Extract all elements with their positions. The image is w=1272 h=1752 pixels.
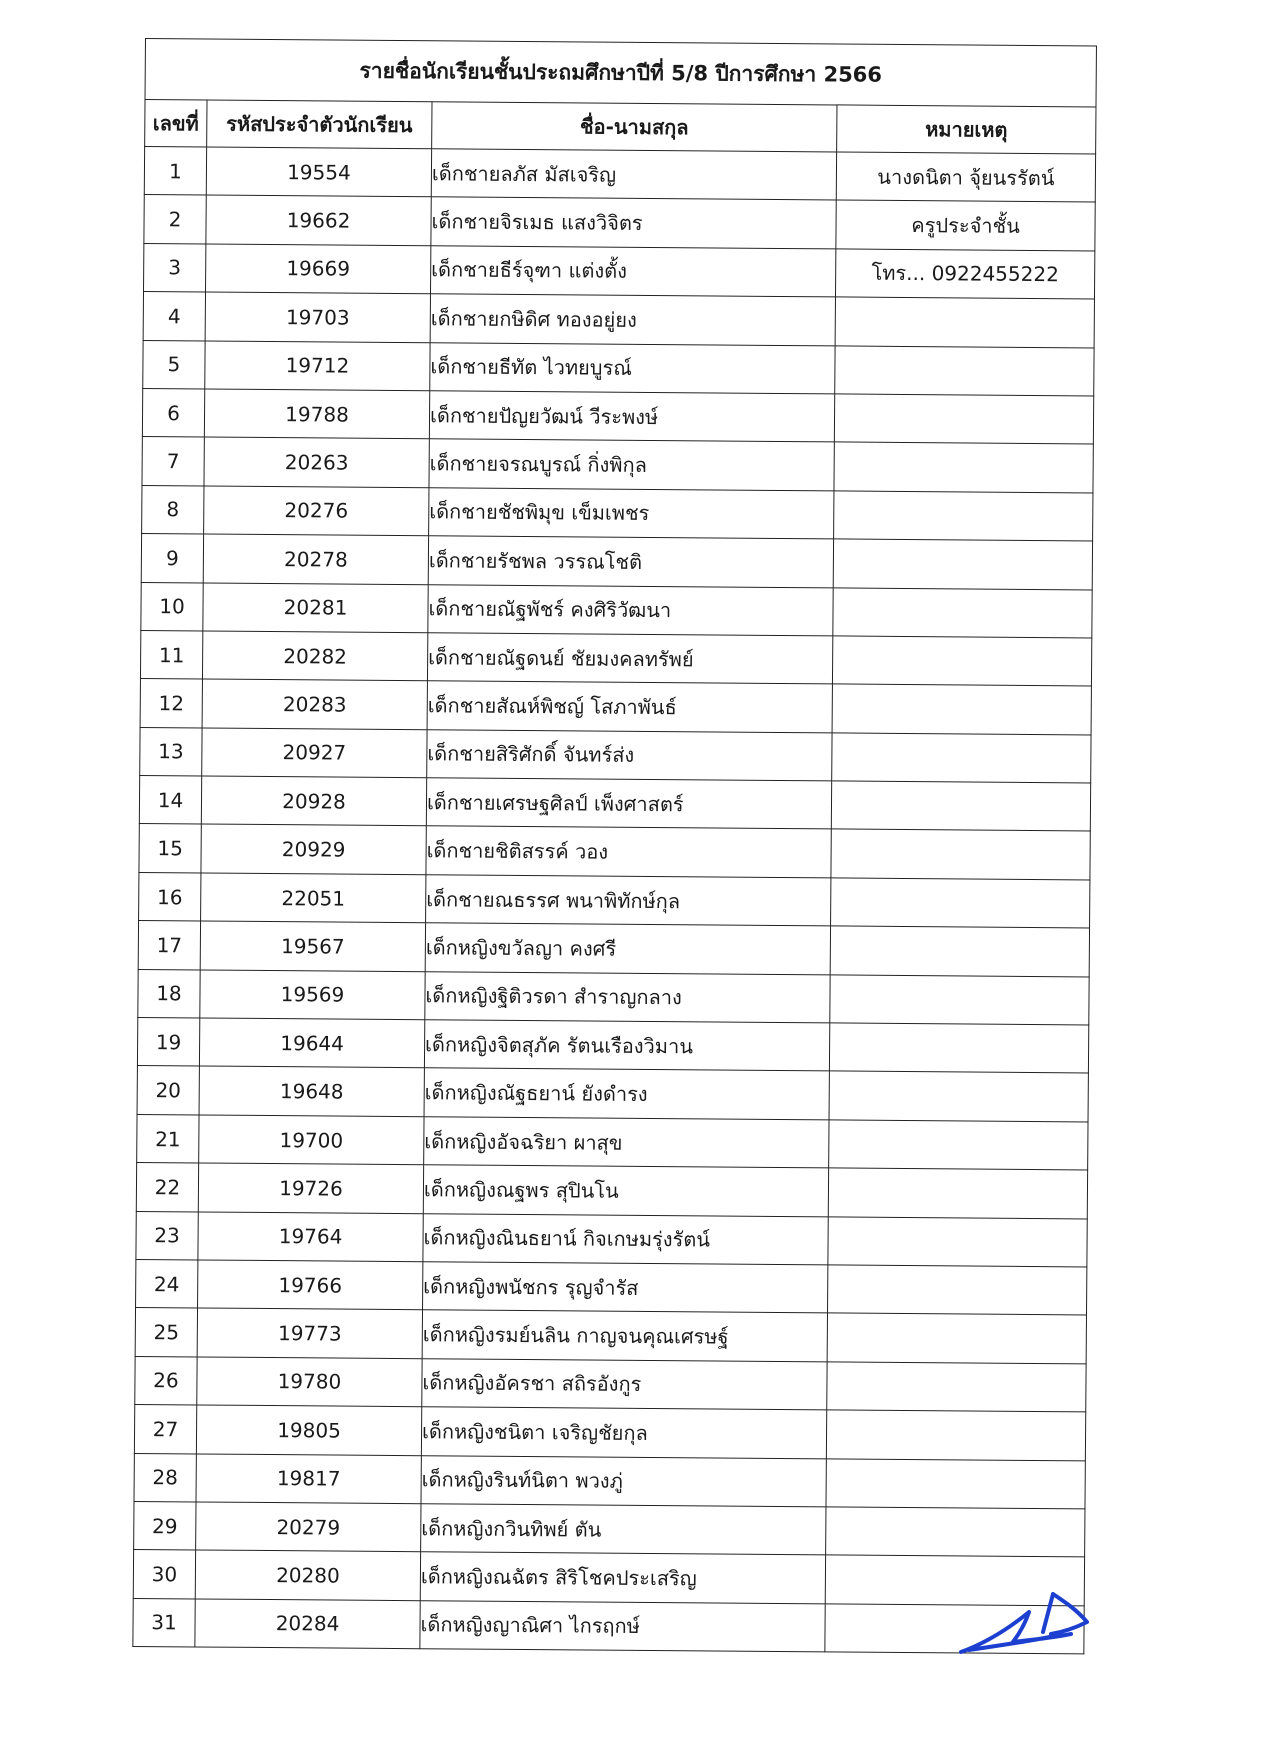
- table-row: [139, 776, 1090, 832]
- cell-student-id: 20283: [202, 679, 427, 729]
- table-row: [136, 1163, 1087, 1219]
- cell-no: 9: [141, 534, 203, 583]
- cell-no: 5: [143, 340, 205, 389]
- cell-name: เด็กชายณธรรศ พนาพิทักษ์กุล: [426, 875, 831, 927]
- table-row: [137, 1018, 1088, 1074]
- cell-student-id: 19569: [200, 970, 425, 1020]
- cell-student-id: 20929: [201, 824, 426, 874]
- cell-student-id: 20279: [196, 1502, 421, 1552]
- title-row: [145, 39, 1096, 107]
- cell-no: 18: [138, 969, 200, 1018]
- cell-student-id: 20278: [203, 534, 428, 584]
- cell-no: 25: [135, 1308, 197, 1357]
- header-no: เลขที่: [145, 100, 207, 147]
- cell-note: [828, 1168, 1087, 1218]
- table-row: [138, 921, 1089, 977]
- cell-note: [829, 1023, 1088, 1073]
- cell-no: 27: [134, 1405, 196, 1454]
- table-row: [135, 1356, 1086, 1412]
- signature-icon: [955, 1588, 1105, 1660]
- cell-no: 7: [142, 437, 204, 486]
- cell-note: [832, 636, 1091, 686]
- cell-name: เด็กหญิงณฐพร สุปินโน: [423, 1165, 828, 1217]
- table-row: [140, 727, 1091, 783]
- cell-no: 22: [136, 1163, 198, 1212]
- table-row: [134, 1405, 1085, 1461]
- cell-no: 26: [135, 1356, 197, 1405]
- table-row: [133, 1598, 1084, 1654]
- cell-no: 31: [133, 1598, 195, 1647]
- table-row: [138, 969, 1089, 1025]
- cell-student-id: 19700: [199, 1115, 424, 1165]
- table-row: [144, 147, 1095, 203]
- cell-no: 21: [137, 1114, 199, 1163]
- cell-no: 1: [144, 147, 206, 196]
- cell-name: เด็กหญิงชนิตา เจริญชัยกุล: [421, 1407, 826, 1459]
- cell-name: เด็กหญิงรมย์นลิน กาญจนคุณเศรษฐ์: [422, 1310, 827, 1362]
- cell-note: [826, 1410, 1085, 1460]
- cell-name: เด็กชายสัณห์พิชญ์ โสภาพันธ์: [427, 681, 832, 733]
- cell-note: โทร... 0922455222: [835, 249, 1094, 299]
- cell-note: [830, 926, 1089, 976]
- table-row: [143, 340, 1094, 396]
- table-row: [141, 534, 1092, 590]
- document-sheet: [132, 38, 1097, 1655]
- cell-no: 8: [142, 485, 204, 534]
- cell-student-id: 19648: [199, 1066, 424, 1116]
- cell-student-id: 20280: [195, 1550, 420, 1600]
- cell-name: เด็กหญิงณินธยาน์ กิจเกษมรุ่งรัตน์: [423, 1213, 828, 1265]
- table-row: [140, 679, 1091, 735]
- cell-name: เด็กหญิงอัจฉริยา ผาสุข: [424, 1117, 829, 1169]
- table-row: [134, 1453, 1085, 1509]
- table-row: [135, 1308, 1086, 1364]
- cell-no: 16: [139, 872, 201, 921]
- header-note: หมายเหตุ: [837, 105, 1096, 154]
- cell-no: 14: [139, 776, 201, 825]
- cell-note: [827, 1313, 1086, 1363]
- cell-student-id: 19669: [206, 244, 431, 294]
- cell-no: 17: [138, 921, 200, 970]
- table-row: [137, 1066, 1088, 1122]
- cell-name: เด็กหญิงกวินทิพย์ ตัน: [421, 1504, 826, 1556]
- roster-body: [133, 147, 1096, 1655]
- cell-note: [830, 975, 1089, 1025]
- cell-note: [834, 491, 1093, 541]
- cell-name: เด็กชายชัชพิมุข เข็มเพชร: [429, 487, 834, 539]
- cell-note: [831, 781, 1090, 831]
- cell-student-id: 20927: [202, 728, 427, 778]
- cell-name: เด็กหญิงฐิติวรดา สำราญกลาง: [425, 971, 830, 1023]
- cell-note: [827, 1362, 1086, 1412]
- cell-student-id: 20928: [201, 776, 426, 826]
- cell-student-id: 19703: [205, 292, 430, 342]
- cell-name: เด็กชายธีร์จุฑา แต่งตั้ง: [430, 246, 835, 298]
- cell-student-id: 19805: [196, 1405, 421, 1455]
- table-row: [142, 485, 1093, 541]
- cell-no: 10: [141, 582, 203, 631]
- cell-name: เด็กชายธีทัต ไวทยบูรณ์: [430, 342, 835, 394]
- cell-name: เด็กชายชิติสรรค์ วอง: [426, 826, 831, 878]
- cell-no: 24: [136, 1259, 198, 1308]
- page-title: รายชื่อนักเรียนชั้นประถมศึกษาปีที่ 5/8 ปีการศึกษา 2566: [145, 39, 1096, 107]
- cell-no: 29: [134, 1501, 196, 1550]
- cell-student-id: 20282: [202, 631, 427, 681]
- cell-name: เด็กหญิงพนัชกร รุญจำรัส: [423, 1262, 828, 1314]
- cell-no: 23: [136, 1211, 198, 1260]
- cell-no: 13: [140, 727, 202, 776]
- cell-name: เด็กหญิงณฉัตร สิริโชคประเสริญ: [420, 1552, 825, 1604]
- cell-note: [832, 733, 1091, 783]
- table-row: [139, 872, 1090, 928]
- student-roster-table: [132, 38, 1097, 1655]
- cell-student-id: 19554: [206, 147, 431, 197]
- cell-name: เด็กชายเศรษฐศิลป์ เพ็งศาสตร์: [426, 778, 831, 830]
- table-row: [134, 1501, 1085, 1557]
- cell-student-id: 19766: [198, 1260, 423, 1310]
- table-row: [144, 195, 1095, 251]
- cell-name: เด็กชายกษิดิศ ทองอยู่ยง: [430, 294, 835, 346]
- header-name: ชื่อ-นามสกุล: [432, 102, 837, 152]
- cell-name: เด็กชายปัญยวัฒน์ วีระพงษ์: [429, 391, 834, 443]
- cell-no: 19: [137, 1018, 199, 1067]
- cell-student-id: 19712: [205, 341, 430, 391]
- cell-student-id: 19567: [200, 921, 425, 971]
- cell-note: [826, 1458, 1085, 1508]
- cell-name: เด็กชายจิรเมธ แสงวิจิตร: [431, 197, 836, 249]
- cell-name: เด็กหญิงขวัลญา คงศรี: [425, 923, 830, 975]
- header-student-id: รหัสประจำตัวนักเรียน: [207, 100, 432, 149]
- cell-note: [828, 1265, 1087, 1315]
- cell-note: [829, 1120, 1088, 1170]
- cell-note: [834, 442, 1093, 492]
- cell-note: [826, 1507, 1085, 1557]
- cell-name: เด็กชายณัฐพัชร์ คงศิริวัฒนา: [428, 584, 833, 636]
- cell-name: เด็กชายสิริศักดิ์ จันทร์ส่ง: [427, 729, 832, 781]
- cell-student-id: 22051: [201, 873, 426, 923]
- cell-name: เด็กชายรัชพล วรรณโชติ: [428, 536, 833, 588]
- cell-no: 4: [143, 292, 205, 341]
- cell-name: เด็กหญิงอัครชา สถิรอังกูร: [422, 1358, 827, 1410]
- cell-student-id: 19726: [198, 1163, 423, 1213]
- cell-student-id: 19644: [199, 1018, 424, 1068]
- cell-no: 2: [144, 195, 206, 244]
- table-row: [142, 437, 1093, 493]
- cell-name: เด็กหญิงรินท์นิตา พวงภู่: [421, 1455, 826, 1507]
- cell-name: เด็กหญิงจิตสุภัค รัตนเรืองวิมาน: [424, 1020, 829, 1072]
- cell-student-id: 20284: [195, 1599, 420, 1649]
- table-row: [140, 630, 1091, 686]
- cell-note: [828, 1216, 1087, 1266]
- table-row: [136, 1259, 1087, 1315]
- cell-note: ครูประจำชั้น: [836, 200, 1095, 250]
- cell-student-id: 19788: [204, 389, 429, 439]
- table-row: [139, 824, 1090, 880]
- cell-note: [829, 1071, 1088, 1121]
- table-row: [141, 582, 1092, 638]
- table-row: [133, 1550, 1084, 1606]
- cell-no: 28: [134, 1453, 196, 1502]
- cell-note: [834, 394, 1093, 444]
- cell-note: [831, 878, 1090, 928]
- header-row: [145, 100, 1096, 154]
- cell-student-id: 20263: [204, 437, 429, 487]
- cell-name: เด็กหญิงญาณิศา ไกรฤกษ์: [420, 1600, 825, 1652]
- cell-note: [833, 539, 1092, 589]
- cell-student-id: 20276: [204, 486, 429, 536]
- cell-student-id: 19773: [197, 1308, 422, 1358]
- cell-note: [832, 684, 1091, 734]
- cell-student-id: 20281: [203, 582, 428, 632]
- cell-no: 20: [137, 1066, 199, 1115]
- cell-student-id: 19817: [196, 1453, 421, 1503]
- cell-student-id: 19780: [197, 1357, 422, 1407]
- cell-note: [835, 297, 1094, 347]
- table-row: [142, 388, 1093, 444]
- cell-note: [831, 829, 1090, 879]
- cell-note: นางดนิตา จุ้ยนรรัตน์: [836, 152, 1095, 202]
- cell-student-id: 19662: [206, 195, 431, 245]
- table-row: [137, 1114, 1088, 1170]
- cell-name: เด็กชายจรณบูรณ์ กิ่งพิกุล: [429, 439, 834, 491]
- cell-student-id: 19764: [198, 1212, 423, 1262]
- cell-no: 30: [133, 1550, 195, 1599]
- cell-no: 11: [140, 630, 202, 679]
- cell-no: 15: [139, 824, 201, 873]
- cell-note: [833, 587, 1092, 637]
- cell-name: เด็กหญิงณัฐธยาน์ ยังดำรง: [424, 1068, 829, 1120]
- cell-no: 3: [144, 243, 206, 292]
- cell-no: 12: [140, 679, 202, 728]
- cell-name: เด็กชายณัฐดนย์ ชัยมงคลทรัพย์: [427, 633, 832, 685]
- table-row: [143, 292, 1094, 348]
- cell-note: [835, 345, 1094, 395]
- table-row: [144, 243, 1095, 299]
- table-row: [136, 1211, 1087, 1267]
- cell-name: เด็กชายลภัส มัสเจริญ: [431, 149, 836, 201]
- cell-no: 6: [142, 388, 204, 437]
